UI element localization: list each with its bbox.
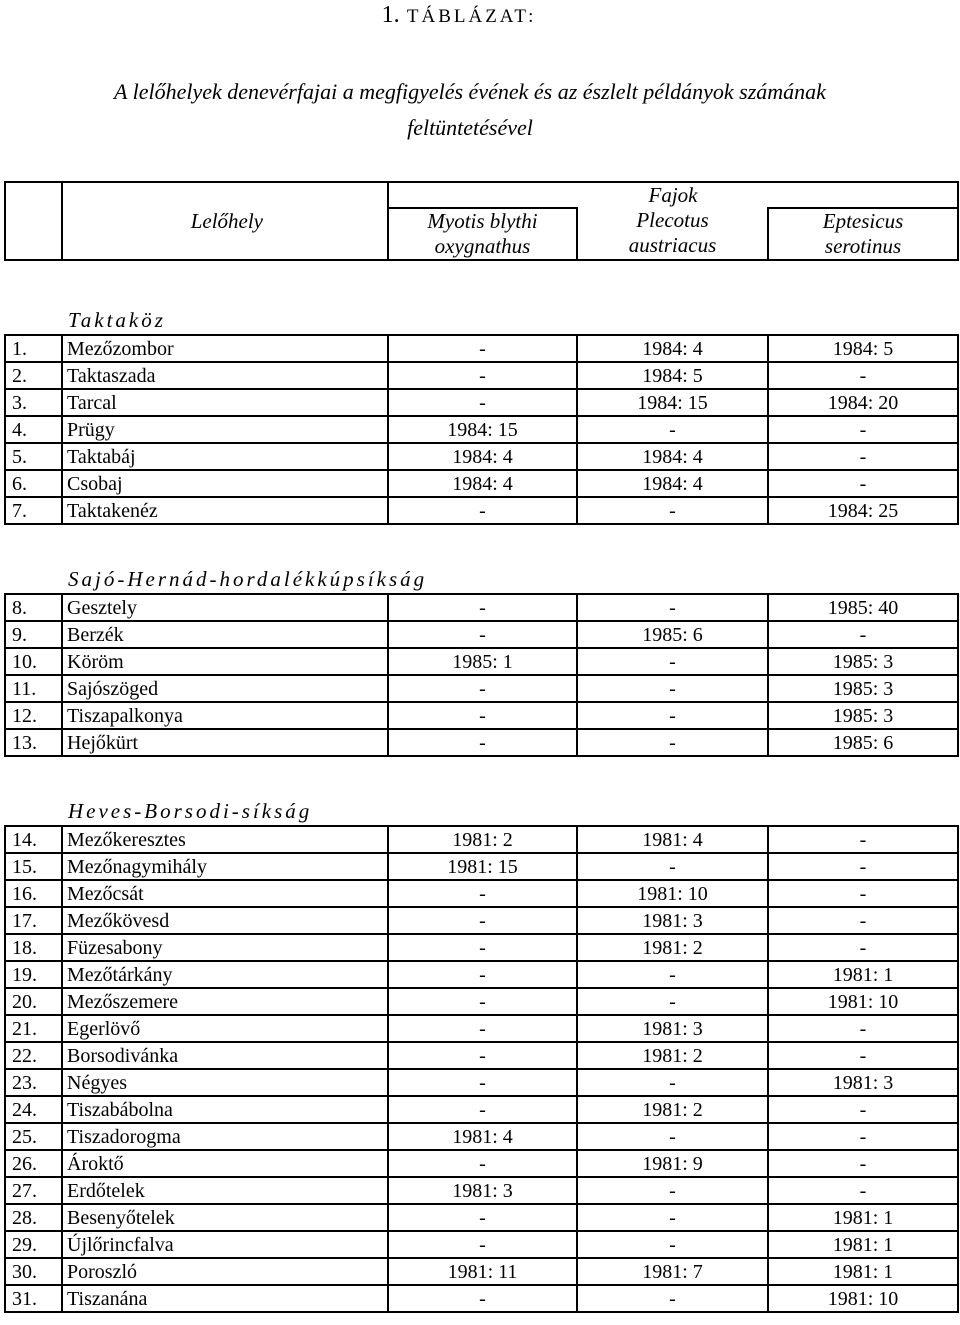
table-row (5, 729, 958, 756)
table-row (5, 416, 958, 443)
value-myotis: 1981: 2 (388, 826, 577, 853)
location-name: Mezőzombor (62, 335, 388, 362)
row-number: 22. (5, 1042, 62, 1069)
value-eptesicus: 1984: 25 (768, 497, 958, 524)
location-name: Berzék (62, 621, 388, 648)
row-number: 3. (5, 389, 62, 416)
row-number: 26. (5, 1150, 62, 1177)
value-myotis: - (388, 729, 577, 756)
value-myotis: 1985: 1 (388, 648, 577, 675)
value-eptesicus: 1985: 3 (768, 675, 958, 702)
section-spacer (5, 524, 958, 555)
value-eptesicus: 1984: 5 (768, 335, 958, 362)
row-number: 1. (5, 335, 62, 362)
location-name: Hejőkürt (62, 729, 388, 756)
location-name: Mezőkövesd (62, 907, 388, 934)
table-title (0, 0, 918, 32)
value-plecotus: 1981: 9 (577, 1150, 768, 1177)
row-number: 5. (5, 443, 62, 470)
row-number: 7. (5, 497, 62, 524)
value-myotis: - (388, 362, 577, 389)
species-name-line2: serotinus (824, 234, 902, 258)
value-eptesicus: - (768, 443, 958, 470)
value-eptesicus: - (768, 934, 958, 961)
location-name: Mezőtárkány (62, 961, 388, 988)
location-name: Gesztely (62, 594, 388, 621)
table-row (5, 988, 958, 1015)
value-plecotus: - (577, 729, 768, 756)
value-eptesicus: - (768, 907, 958, 934)
value-myotis: 1981: 3 (388, 1177, 577, 1204)
location-name: Tiszanána (62, 1285, 388, 1312)
value-eptesicus: 1981: 1 (768, 961, 958, 988)
header-species-eptesicus (768, 208, 958, 260)
value-plecotus: - (577, 675, 768, 702)
value-plecotus: - (577, 853, 768, 880)
row-number: 19. (5, 961, 62, 988)
species-name-line2: oxygnathus (434, 234, 531, 258)
location-name: Poroszló (62, 1258, 388, 1285)
table-row (5, 362, 958, 389)
value-eptesicus: - (768, 362, 958, 389)
row-number: 29. (5, 1231, 62, 1258)
section-heading: Taktaköz (68, 308, 166, 332)
value-plecotus: - (577, 1123, 768, 1150)
table-row (5, 1258, 958, 1285)
table-row (5, 853, 958, 880)
location-name: Köröm (62, 648, 388, 675)
value-myotis: - (388, 335, 577, 362)
value-plecotus: - (577, 497, 768, 524)
row-number: 25. (5, 1123, 62, 1150)
value-myotis: - (388, 594, 577, 621)
value-eptesicus: 1981: 10 (768, 1285, 958, 1312)
row-number: 16. (5, 880, 62, 907)
table-row (5, 1069, 958, 1096)
row-number: 31. (5, 1285, 62, 1312)
row-number: 20. (5, 988, 62, 1015)
location-name: Taktabáj (62, 443, 388, 470)
value-eptesicus: - (768, 826, 958, 853)
table-title-word: TÁBLÁZAT: (406, 6, 537, 27)
value-myotis: 1981: 15 (388, 853, 577, 880)
value-eptesicus: - (768, 1015, 958, 1042)
location-name: Sajószöged (62, 675, 388, 702)
location-name: Taktakenéz (62, 497, 388, 524)
location-name: Erdőtelek (62, 1177, 388, 1204)
value-myotis: - (388, 988, 577, 1015)
row-number: 30. (5, 1258, 62, 1285)
value-eptesicus: 1981: 10 (768, 988, 958, 1015)
value-myotis: - (388, 1042, 577, 1069)
table-row (5, 1285, 958, 1312)
row-number: 18. (5, 934, 62, 961)
value-eptesicus: - (768, 1177, 958, 1204)
header-location: Lelőhely (62, 182, 388, 260)
location-name: Taktaszada (62, 362, 388, 389)
location-name: Tiszadorogma (62, 1123, 388, 1150)
value-eptesicus: - (768, 1150, 958, 1177)
location-name: Újlőrincfalva (62, 1231, 388, 1258)
value-eptesicus: - (768, 1123, 958, 1150)
row-number: 4. (5, 416, 62, 443)
value-myotis: - (388, 961, 577, 988)
value-plecotus: 1981: 2 (577, 934, 768, 961)
value-myotis: - (388, 1231, 577, 1258)
species-name-line1: Myotis blythi (427, 209, 538, 233)
section-heading: Heves-Borsodi-síkság (68, 799, 313, 823)
row-number: 13. (5, 729, 62, 756)
row-number: 10. (5, 648, 62, 675)
caption-line-2: feltüntetésével (407, 115, 533, 140)
table-row (5, 826, 958, 853)
location-name: Mezőkeresztes (62, 826, 388, 853)
value-plecotus: 1984: 4 (577, 470, 768, 497)
header-row-1 (5, 182, 958, 208)
species-name-line2: austriacus (628, 233, 717, 257)
value-myotis: - (388, 880, 577, 907)
value-eptesicus: - (768, 1096, 958, 1123)
table-row (5, 675, 958, 702)
location-name: Füzesabony (62, 934, 388, 961)
location-name: Tiszapalkonya (62, 702, 388, 729)
value-myotis: - (388, 1204, 577, 1231)
header-species-myotis (388, 208, 577, 260)
value-plecotus: 1985: 6 (577, 621, 768, 648)
value-plecotus: 1981: 7 (577, 1258, 768, 1285)
location-name: Csobaj (62, 470, 388, 497)
row-number: 28. (5, 1204, 62, 1231)
header-species-group: Fajok (388, 182, 958, 208)
table-number: 1. (381, 2, 400, 28)
location-name: Tiszabábolna (62, 1096, 388, 1123)
row-number: 9. (5, 621, 62, 648)
value-eptesicus: 1985: 3 (768, 702, 958, 729)
table-row (5, 1150, 958, 1177)
value-plecotus: - (577, 1204, 768, 1231)
value-myotis: - (388, 1096, 577, 1123)
value-plecotus: 1984: 5 (577, 362, 768, 389)
value-eptesicus: - (768, 470, 958, 497)
value-myotis: - (388, 1015, 577, 1042)
value-eptesicus: - (768, 621, 958, 648)
section-spacer (5, 260, 958, 296)
value-plecotus: - (577, 1069, 768, 1096)
section-heading: Sajó-Hernád-hordalékkúpsíkság (68, 567, 428, 591)
table-row (5, 443, 958, 470)
table-row (5, 497, 958, 524)
value-myotis: - (388, 1285, 577, 1312)
table-row (5, 1123, 958, 1150)
value-eptesicus: 1981: 1 (768, 1204, 958, 1231)
location-name: Mezőnagymihály (62, 853, 388, 880)
value-plecotus: 1981: 10 (577, 880, 768, 907)
value-plecotus: 1981: 4 (577, 826, 768, 853)
location-name: Egerlövő (62, 1015, 388, 1042)
value-plecotus: - (577, 961, 768, 988)
value-plecotus: - (577, 988, 768, 1015)
value-eptesicus: - (768, 416, 958, 443)
table-row (5, 1096, 958, 1123)
value-eptesicus: 1985: 6 (768, 729, 958, 756)
row-number: 27. (5, 1177, 62, 1204)
table-row (5, 907, 958, 934)
value-myotis: 1984: 15 (388, 416, 577, 443)
location-name: Besenyőtelek (62, 1204, 388, 1231)
table-row (5, 934, 958, 961)
value-plecotus: 1981: 2 (577, 1042, 768, 1069)
row-number: 23. (5, 1069, 62, 1096)
section-heading-row (5, 296, 958, 335)
value-myotis: - (388, 621, 577, 648)
location-name: Ároktő (62, 1150, 388, 1177)
table-row (5, 648, 958, 675)
table-row (5, 1204, 958, 1231)
value-plecotus: 1981: 3 (577, 1015, 768, 1042)
row-number: 14. (5, 826, 62, 853)
table-row (5, 389, 958, 416)
value-myotis: 1981: 4 (388, 1123, 577, 1150)
value-myotis: 1984: 4 (388, 470, 577, 497)
value-plecotus: - (577, 1231, 768, 1258)
location-name: Prügy (62, 416, 388, 443)
value-myotis: - (388, 1069, 577, 1096)
value-eptesicus: - (768, 853, 958, 880)
value-eptesicus: - (768, 1042, 958, 1069)
location-name: Borsodivánka (62, 1042, 388, 1069)
table-row (5, 1231, 958, 1258)
row-number: 12. (5, 702, 62, 729)
header-number-cell (5, 182, 62, 260)
value-myotis: 1981: 11 (388, 1258, 577, 1285)
value-plecotus: 1981: 2 (577, 1096, 768, 1123)
value-myotis: - (388, 702, 577, 729)
value-plecotus: 1981: 3 (577, 907, 768, 934)
value-myotis: - (388, 389, 577, 416)
value-myotis: - (388, 934, 577, 961)
row-number: 2. (5, 362, 62, 389)
table-row (5, 470, 958, 497)
table-row (5, 961, 958, 988)
header-species-plecotus (577, 208, 768, 260)
location-name: Mezőcsát (62, 880, 388, 907)
table-row (5, 880, 958, 907)
value-plecotus: - (577, 648, 768, 675)
location-name: Négyes (62, 1069, 388, 1096)
table-row (5, 1042, 958, 1069)
row-number: 24. (5, 1096, 62, 1123)
value-eptesicus: 1981: 1 (768, 1231, 958, 1258)
row-number: 17. (5, 907, 62, 934)
value-eptesicus: - (768, 880, 958, 907)
value-plecotus: - (577, 1177, 768, 1204)
value-plecotus: - (577, 416, 768, 443)
value-plecotus: - (577, 594, 768, 621)
value-eptesicus: 1985: 3 (768, 648, 958, 675)
location-name: Tarcal (62, 389, 388, 416)
species-name-line1: Eptesicus (822, 209, 904, 233)
value-eptesicus: 1981: 3 (768, 1069, 958, 1096)
table-row (5, 702, 958, 729)
value-eptesicus: 1985: 40 (768, 594, 958, 621)
table-row (5, 594, 958, 621)
value-eptesicus: 1981: 1 (768, 1258, 958, 1285)
row-number: 8. (5, 594, 62, 621)
table-row (5, 621, 958, 648)
value-plecotus: 1984: 15 (577, 389, 768, 416)
section-heading-row (5, 555, 958, 594)
row-number: 15. (5, 853, 62, 880)
value-myotis: - (388, 1150, 577, 1177)
value-myotis: - (388, 497, 577, 524)
table-row (5, 1177, 958, 1204)
table-row (5, 335, 958, 362)
table-row (5, 1015, 958, 1042)
value-plecotus: - (577, 1285, 768, 1312)
value-myotis: 1984: 4 (388, 443, 577, 470)
value-eptesicus: 1984: 20 (768, 389, 958, 416)
value-myotis: - (388, 907, 577, 934)
bat-species-table (4, 181, 959, 1313)
row-number: 21. (5, 1015, 62, 1042)
row-number: 11. (5, 675, 62, 702)
section-heading-row (5, 787, 958, 826)
value-plecotus: 1984: 4 (577, 443, 768, 470)
value-myotis: - (388, 675, 577, 702)
value-plecotus: - (577, 702, 768, 729)
value-plecotus: 1984: 4 (577, 335, 768, 362)
row-number: 6. (5, 470, 62, 497)
caption-line-1: A lelőhelyek denevérfajai a megfigyelés évének és az észlelt példányok számának (114, 79, 826, 104)
species-name-line1: Plecotus (636, 208, 709, 232)
location-name: Mezőszemere (62, 988, 388, 1015)
section-spacer (5, 756, 958, 787)
